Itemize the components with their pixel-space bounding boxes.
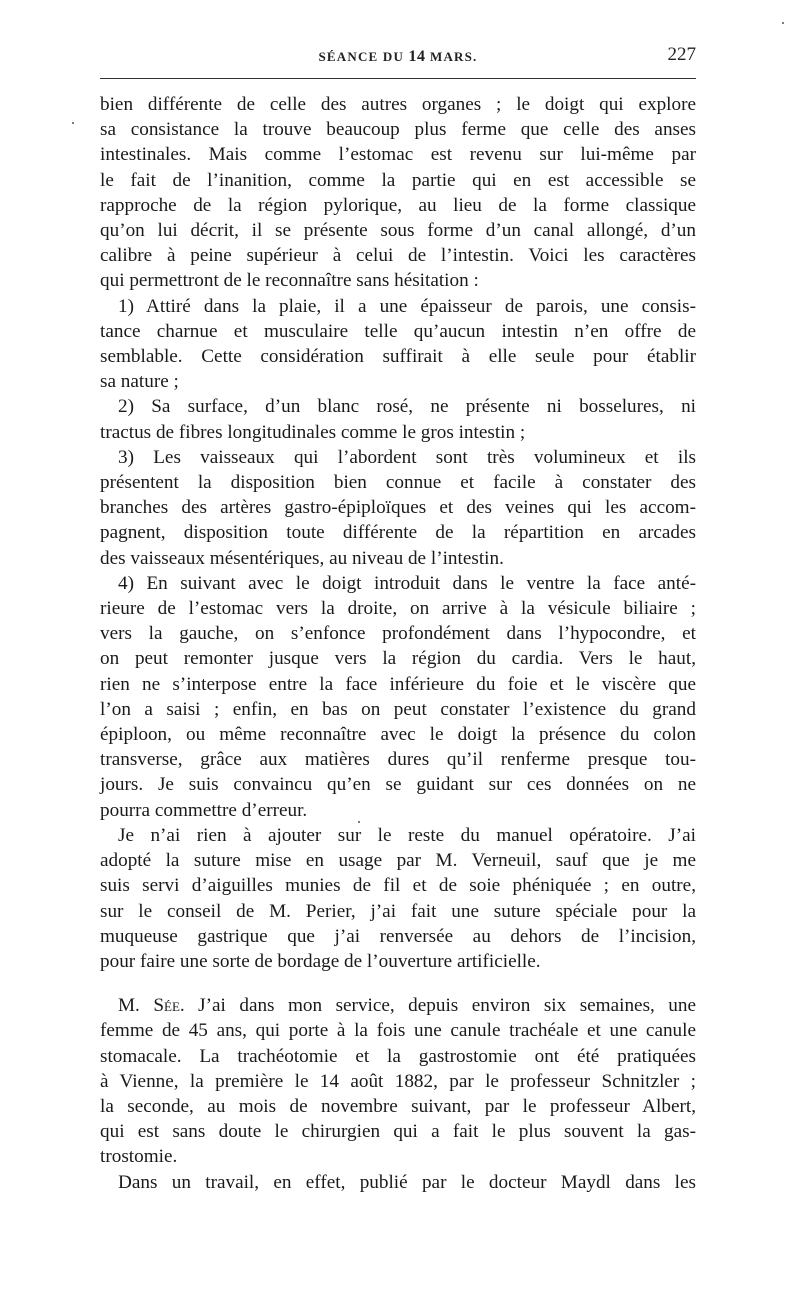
text-line: trostomie. [100,1146,178,1168]
paper-speck [782,22,784,24]
text-line: des vaisseaux mésentériques, au niveau de l’intestin. [100,547,504,569]
text-line: transverse, grâce aux matières dures qu’il renferme presque tou- [100,749,696,771]
paragraph-item-3 [100,445,696,571]
text-line: branches des artères gastro-épiploïques et des veines qui les accom- [100,497,696,519]
paragraph-item-1 [100,294,696,395]
text-line: qui est sans doute le chirurgien qui a fait le plus souvent la gas- [100,1121,696,1143]
text-line: pour faire une sorte de bordage de l’ouverture artificielle. [100,950,541,972]
paragraph-gap [100,974,696,993]
text-line: femme de 45 ans, qui porte à la fois une canule trachéale et une canule [100,1020,696,1042]
running-title-prefix: SÉANCE DU [318,49,405,64]
text-line: sa consistance la trouve beaucoup plus ferme que celle des anses [100,119,696,141]
page-number: 227 [667,44,696,65]
body-text [100,92,696,1195]
speaker-text: J’ai dans mon service, depuis environ six semaines, une [198,995,697,1017]
text-line: l’on a saisi ; enfin, en bas on peut constater l’existence du grand [100,698,696,720]
text-line: rien ne s’interpose entre la face inférieure du foie et le viscère que [100,673,696,695]
text-line: on peut remonter jusque vers la région du cardia. Vers le haut, [100,648,696,670]
text-line: tance charnue et musculaire telle qu’aucun intestin n’en offre de [100,320,696,342]
text-line: qui permettront de le reconnaître sans hésitation : [100,270,479,292]
text-line: le fait de l’inanition, comme la partie qui en est accessible se [100,169,696,191]
running-title-suffix: MARS. [429,49,478,64]
text-line: calibre à peine supérieur à celui de l’intestin. Voici les caractères [100,245,696,267]
text-line: pourra commettre d’erreur. [100,799,308,821]
text-line: adopté la suture mise en usage par M. Verneuil, sauf que je me [100,850,696,872]
text-line: tractus de fibres longitudinales comme le gros intestin ; [100,421,526,443]
paragraph-item-2 [100,394,696,444]
text-line: 4) En suivant avec le doigt introduit dans le ventre la face anté- [118,572,696,594]
text-line: 2) Sa surface, d’un blanc rosé, ne présente ni bosselures, ni [118,396,696,418]
text-line [100,993,696,1018]
running-title-day: 14 [408,48,426,65]
paragraph-speaker-see [100,993,696,1169]
text-line: bien différente de celle des autres organes ; le doigt qui explore [100,94,696,115]
paragraph-maydl [100,1170,696,1195]
header-rule [100,78,696,79]
text-line: vers la gauche, on s’enfonce profondément dans l’hypocondre, et [100,623,696,645]
text-line: qu’on lui décrit, il se présente sous forme d’un canal allongé, d’un [100,220,696,242]
text-line: intestinales. Mais comme l’estomac est revenu sur lui-même par [100,144,696,166]
paragraph-item-4 [100,571,696,823]
text-line: épiploon, ou même reconnaître avec le doigt la présence du colon [100,724,696,746]
text-line: 1) Attiré dans la plaie, il a une épaisseur de parois, une consis- [118,295,696,317]
paper-speck [72,122,74,124]
running-title [100,48,696,66]
text-line: jours. Je suis convaincu qu’en se guidant sur ces données on ne [100,774,696,796]
text-line: présentent la disposition bien connue et facile à constater des [100,472,696,494]
text-line: Je n’ai rien à ajouter sur le reste du manuel opératoire. J’ai [118,824,696,846]
text-line: rieure de l’estomac vers la droite, on arrive à la vésicule biliaire ; [100,598,696,620]
text-line: la seconde, au mois de novembre suivant, par le professeur Albert, [100,1095,696,1117]
text-line: suis servi d’aiguilles munies de fil et de soie phéniquée ; en outre, [100,875,696,897]
text-line: semblable. Cette considération suffirait à elle seule pour établir [100,346,696,368]
text-line: stomacale. La trachéotomie et la gastrostomie ont été pratiquées [100,1045,696,1067]
text-line: muqueuse gastrique que j’ai renversée au dehors de l’incision, [100,925,696,947]
paper-speck [358,821,360,823]
text-line: sur le conseil de M. Perier, j’ai fait une suture spéciale pour la [100,900,696,922]
text-line: sa nature ; [100,371,179,393]
text-line: Dans un travail, en effet, publié par le docteur Maydl dans les [118,1171,696,1193]
text-line: à Vienne, la première le 14 août 1882, par le professeur Schnitzler ; [100,1070,696,1092]
text-line: rapproche de la région pylorique, au lieu de la forme classique [100,194,696,216]
text-line: 3) Les vaisseaux qui l’abordent sont très volumineux et ils [118,446,696,468]
running-head [100,44,696,68]
text-line: pagnent, disposition toute différente de la répartition en arcades [100,522,696,544]
paragraph-operative-notes [100,823,696,974]
speaker-name: M. Sée. [118,995,185,1017]
paragraph-continuation [100,92,696,294]
